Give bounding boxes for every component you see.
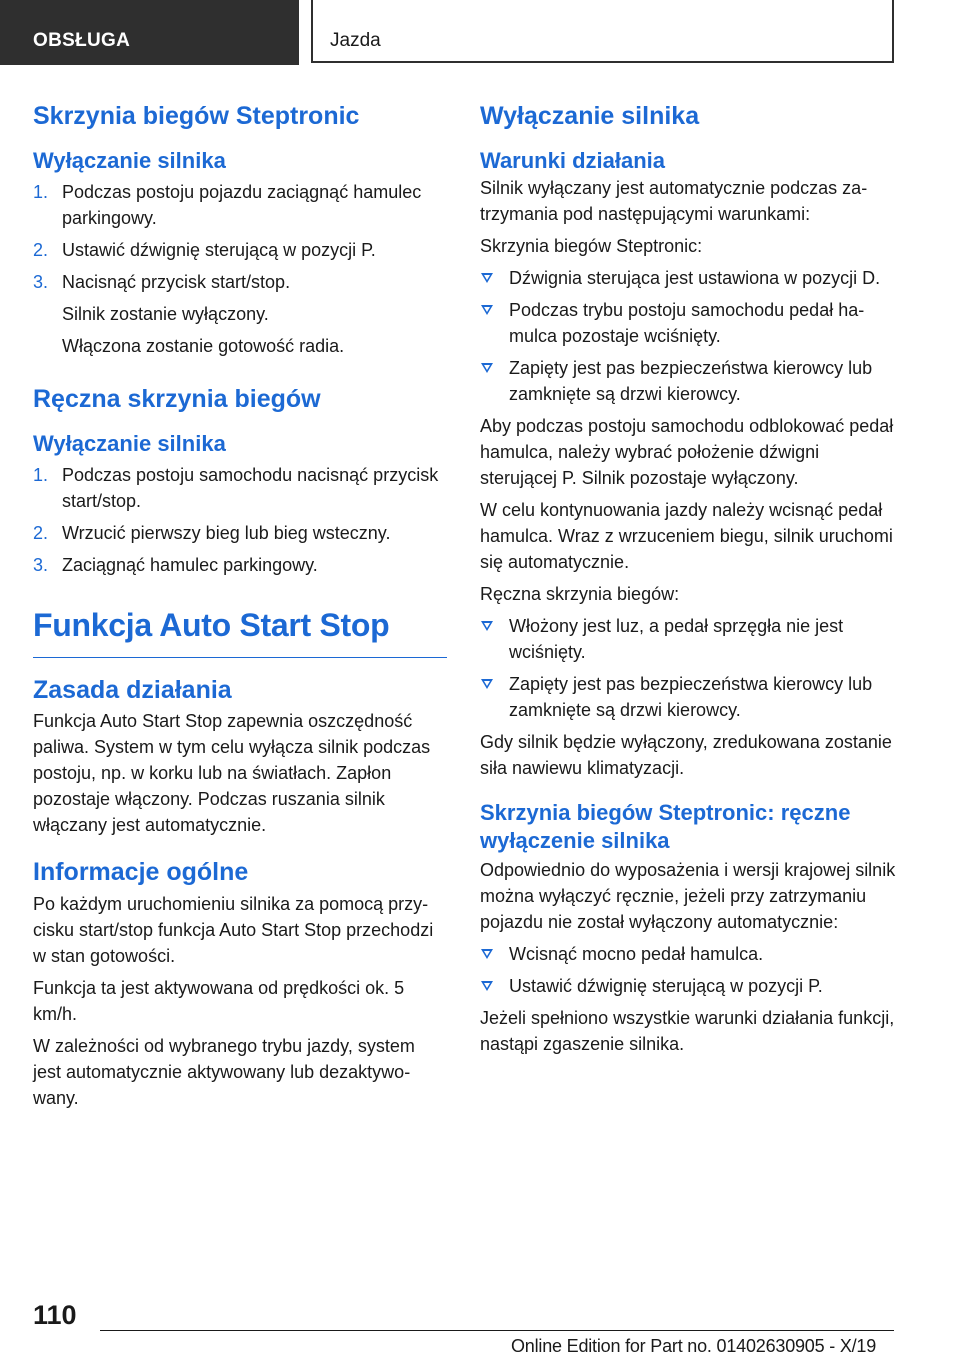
step-number: 1. <box>33 182 49 203</box>
list-item <box>480 355 896 407</box>
list-item <box>480 265 896 291</box>
header-chapter-tab <box>311 0 894 63</box>
final-text: Jeżeli spełniono wszystkie warunki działania funkcji, nastąpi zgaszenie silnika. <box>480 1008 895 1055</box>
heading-engine-off: Wyłączanie silnika <box>480 102 700 130</box>
manual-off-intro: Odpowiednio do wyposażenia i wersji krajowej silnik można wyłączyć ręcznie, jeżeli przy zatrzymaniu pojazdu nie został wyłączony automatycznie: <box>480 860 896 933</box>
general-text: Po każdym uruchomieniu silnika za pomocą przycisku start/stop funkcja Auto Start Stop przechodzi w stan gotowości. <box>33 893 434 966</box>
step-text: Wrzucić pierwszy bieg lub bieg wsteczny. <box>62 523 391 544</box>
list-item <box>33 269 447 295</box>
step-number: 3. <box>33 555 49 576</box>
triangle-bullet-icon <box>481 981 493 991</box>
manual-label: Ręczna skrzynia biegów: <box>480 584 680 605</box>
triangle-bullet-icon <box>481 363 493 373</box>
airflow-text: Gdy silnik będzie wyłączony, zredukowana zostanie siła nawiewu klimatyzacji. <box>480 732 892 779</box>
triangle-bullet-icon <box>481 621 493 631</box>
step-text: Ustawić dźwignię sterującą w pozycji P. <box>62 240 376 261</box>
triangle-bullet-icon <box>481 679 493 689</box>
conditions-intro: Silnik wyłączany jest automatycznie podczas zatrzymania pod następującymi warunkami: <box>480 178 868 225</box>
heading-auto-start-stop: Funkcja Auto Start Stop <box>33 606 447 657</box>
steptronic-steps <box>33 179 447 295</box>
item-text: Dźwignia sterująca jest ustawiona w pozycji D. <box>509 268 881 289</box>
continue-text: W celu kontynuowania jazdy należy wcisnąć pedał hamulca. Wraz z wrzuceniem biegu, silnik uruchomi się automatycznie. <box>480 500 893 573</box>
step-note: Silnik zostanie wyłączony. <box>62 304 269 325</box>
list-item <box>480 941 896 967</box>
page-number: 110 <box>33 1300 77 1330</box>
list-item <box>33 179 447 231</box>
item-text: Zapięty jest pas bezpieczeństwa kierowcy lub zamknięte są drzwi kierowcy. <box>509 674 873 721</box>
list-item <box>480 671 896 723</box>
heading-general-info: Informacje ogólne <box>33 858 249 887</box>
list-item <box>480 613 896 665</box>
step-note: Włączona zostanie gotowość radia. <box>62 336 345 357</box>
heading-steptronic: Skrzynia biegów Steptronic <box>33 102 360 130</box>
general-text: Funkcja ta jest aktywowana od prędkości ok. 5 km/h. <box>33 977 405 1024</box>
manual-off-steps <box>480 941 896 999</box>
footer-divider <box>100 1330 894 1331</box>
triangle-bullet-icon <box>481 305 493 315</box>
step-text: Zaciągnąć hamulec parkingowy. <box>62 555 318 576</box>
step-number: 2. <box>33 523 49 544</box>
subheading-conditions: Warunki działania <box>480 147 666 173</box>
header-section-label: OBSŁUGA <box>33 30 131 51</box>
item-text: Podczas trybu postoju samochodu pedał hamulca pozostaje wciśnięty. <box>509 300 865 347</box>
footer-edition: Online Edition for Part no. 01402630905 - X/19 <box>511 1336 877 1356</box>
item-text: Włożony jest luz, a pedał sprzęgła nie jest wciśnięty. <box>509 616 844 663</box>
steptronic-conditions <box>480 265 896 407</box>
heading-manual-gearbox: Ręczna skrzynia biegów <box>33 385 321 414</box>
item-text: Ustawić dźwignię sterującą w pozycji P. <box>509 976 823 997</box>
step-number: 3. <box>33 272 49 293</box>
unlock-text: Aby podczas postoju samochodu odblokować pedał hamulca, należy wybrać położenie dźwigni sterującej P. Silnik pozostaje wyłączony. <box>480 416 894 489</box>
step-text: Nacisnąć przycisk start/stop. <box>62 272 291 293</box>
list-item <box>480 973 896 999</box>
manual-conditions <box>480 613 896 723</box>
header-section-tab <box>0 0 299 65</box>
triangle-bullet-icon <box>481 949 493 959</box>
subheading-engine-off: Wyłączanie silnika <box>33 430 226 456</box>
general-text: W zależności od wybranego trybu jazdy, system jest automatycznie aktywowany lub dezaktywowany. <box>33 1035 415 1108</box>
item-text: Zapięty jest pas bezpieczeństwa kierowcy lub zamknięte są drzwi kierowcy. <box>509 358 873 405</box>
step-number: 2. <box>33 240 49 261</box>
left-column <box>33 100 447 1111</box>
steptronic-label: Skrzynia biegów Steptronic: <box>480 236 703 257</box>
list-item <box>33 552 447 578</box>
step-number: 1. <box>33 465 49 486</box>
subheading-engine-off: Wyłączanie silnika <box>33 147 226 173</box>
list-item <box>33 520 447 546</box>
step-text: Podczas postoju pojazdu zaciągnąć hamulec parkingowy. <box>62 182 422 229</box>
subheading-manual-off: Skrzynia biegów Steptronic: ręczne wyłączenie silnika <box>480 800 851 854</box>
step-text: Podczas postoju samochodu nacisnąć przycisk start/stop. <box>62 465 439 512</box>
list-item <box>33 237 447 263</box>
manual-steps <box>33 462 447 578</box>
triangle-bullet-icon <box>481 273 493 283</box>
principle-text: Funkcja Auto Start Stop zapewnia oszczędność paliwa. System w tym celu wyłącza silnik podczas postoju, np. w korku lub na światłach. Zapłon pozostaje włączony. Podczas ruszania silnik włączany jest automatycznie. <box>33 711 431 836</box>
list-item <box>480 297 896 349</box>
header-chapter-label: Jazda <box>330 30 381 51</box>
right-column <box>480 100 896 1057</box>
list-item <box>33 462 447 514</box>
heading-principle: Zasada działania <box>33 675 232 704</box>
item-text: Wcisnąć mocno pedał hamulca. <box>509 944 764 965</box>
